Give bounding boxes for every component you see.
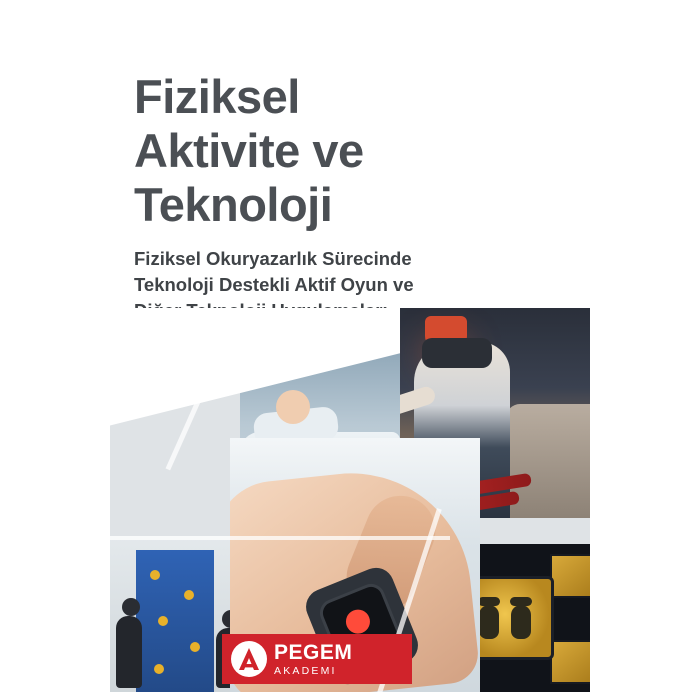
publisher-name: PEGEM	[274, 640, 353, 664]
pegem-a-logo-icon	[230, 640, 268, 678]
book-cover	[110, 8, 590, 692]
child-head-figure	[276, 390, 310, 424]
publisher-logo	[222, 634, 412, 684]
climbing-board-decor	[136, 550, 214, 692]
page-title	[134, 70, 574, 232]
title-line-1: Fiziksel	[134, 70, 300, 123]
subtitle-line-2: Teknoloji Destekli Aktif Oyun ve	[134, 274, 414, 295]
vr-headset-icon	[422, 338, 492, 368]
watch-activity-ring-icon	[342, 606, 373, 637]
subtitle-line-1: Fiziksel Okuryazarlık Sürecinde	[134, 248, 412, 269]
title-line-2: Aktivite ve	[134, 124, 364, 177]
title-line-3: Teknoloji	[134, 178, 333, 231]
publisher-sub: AKADEMI	[274, 664, 337, 677]
publisher-text	[274, 642, 352, 677]
